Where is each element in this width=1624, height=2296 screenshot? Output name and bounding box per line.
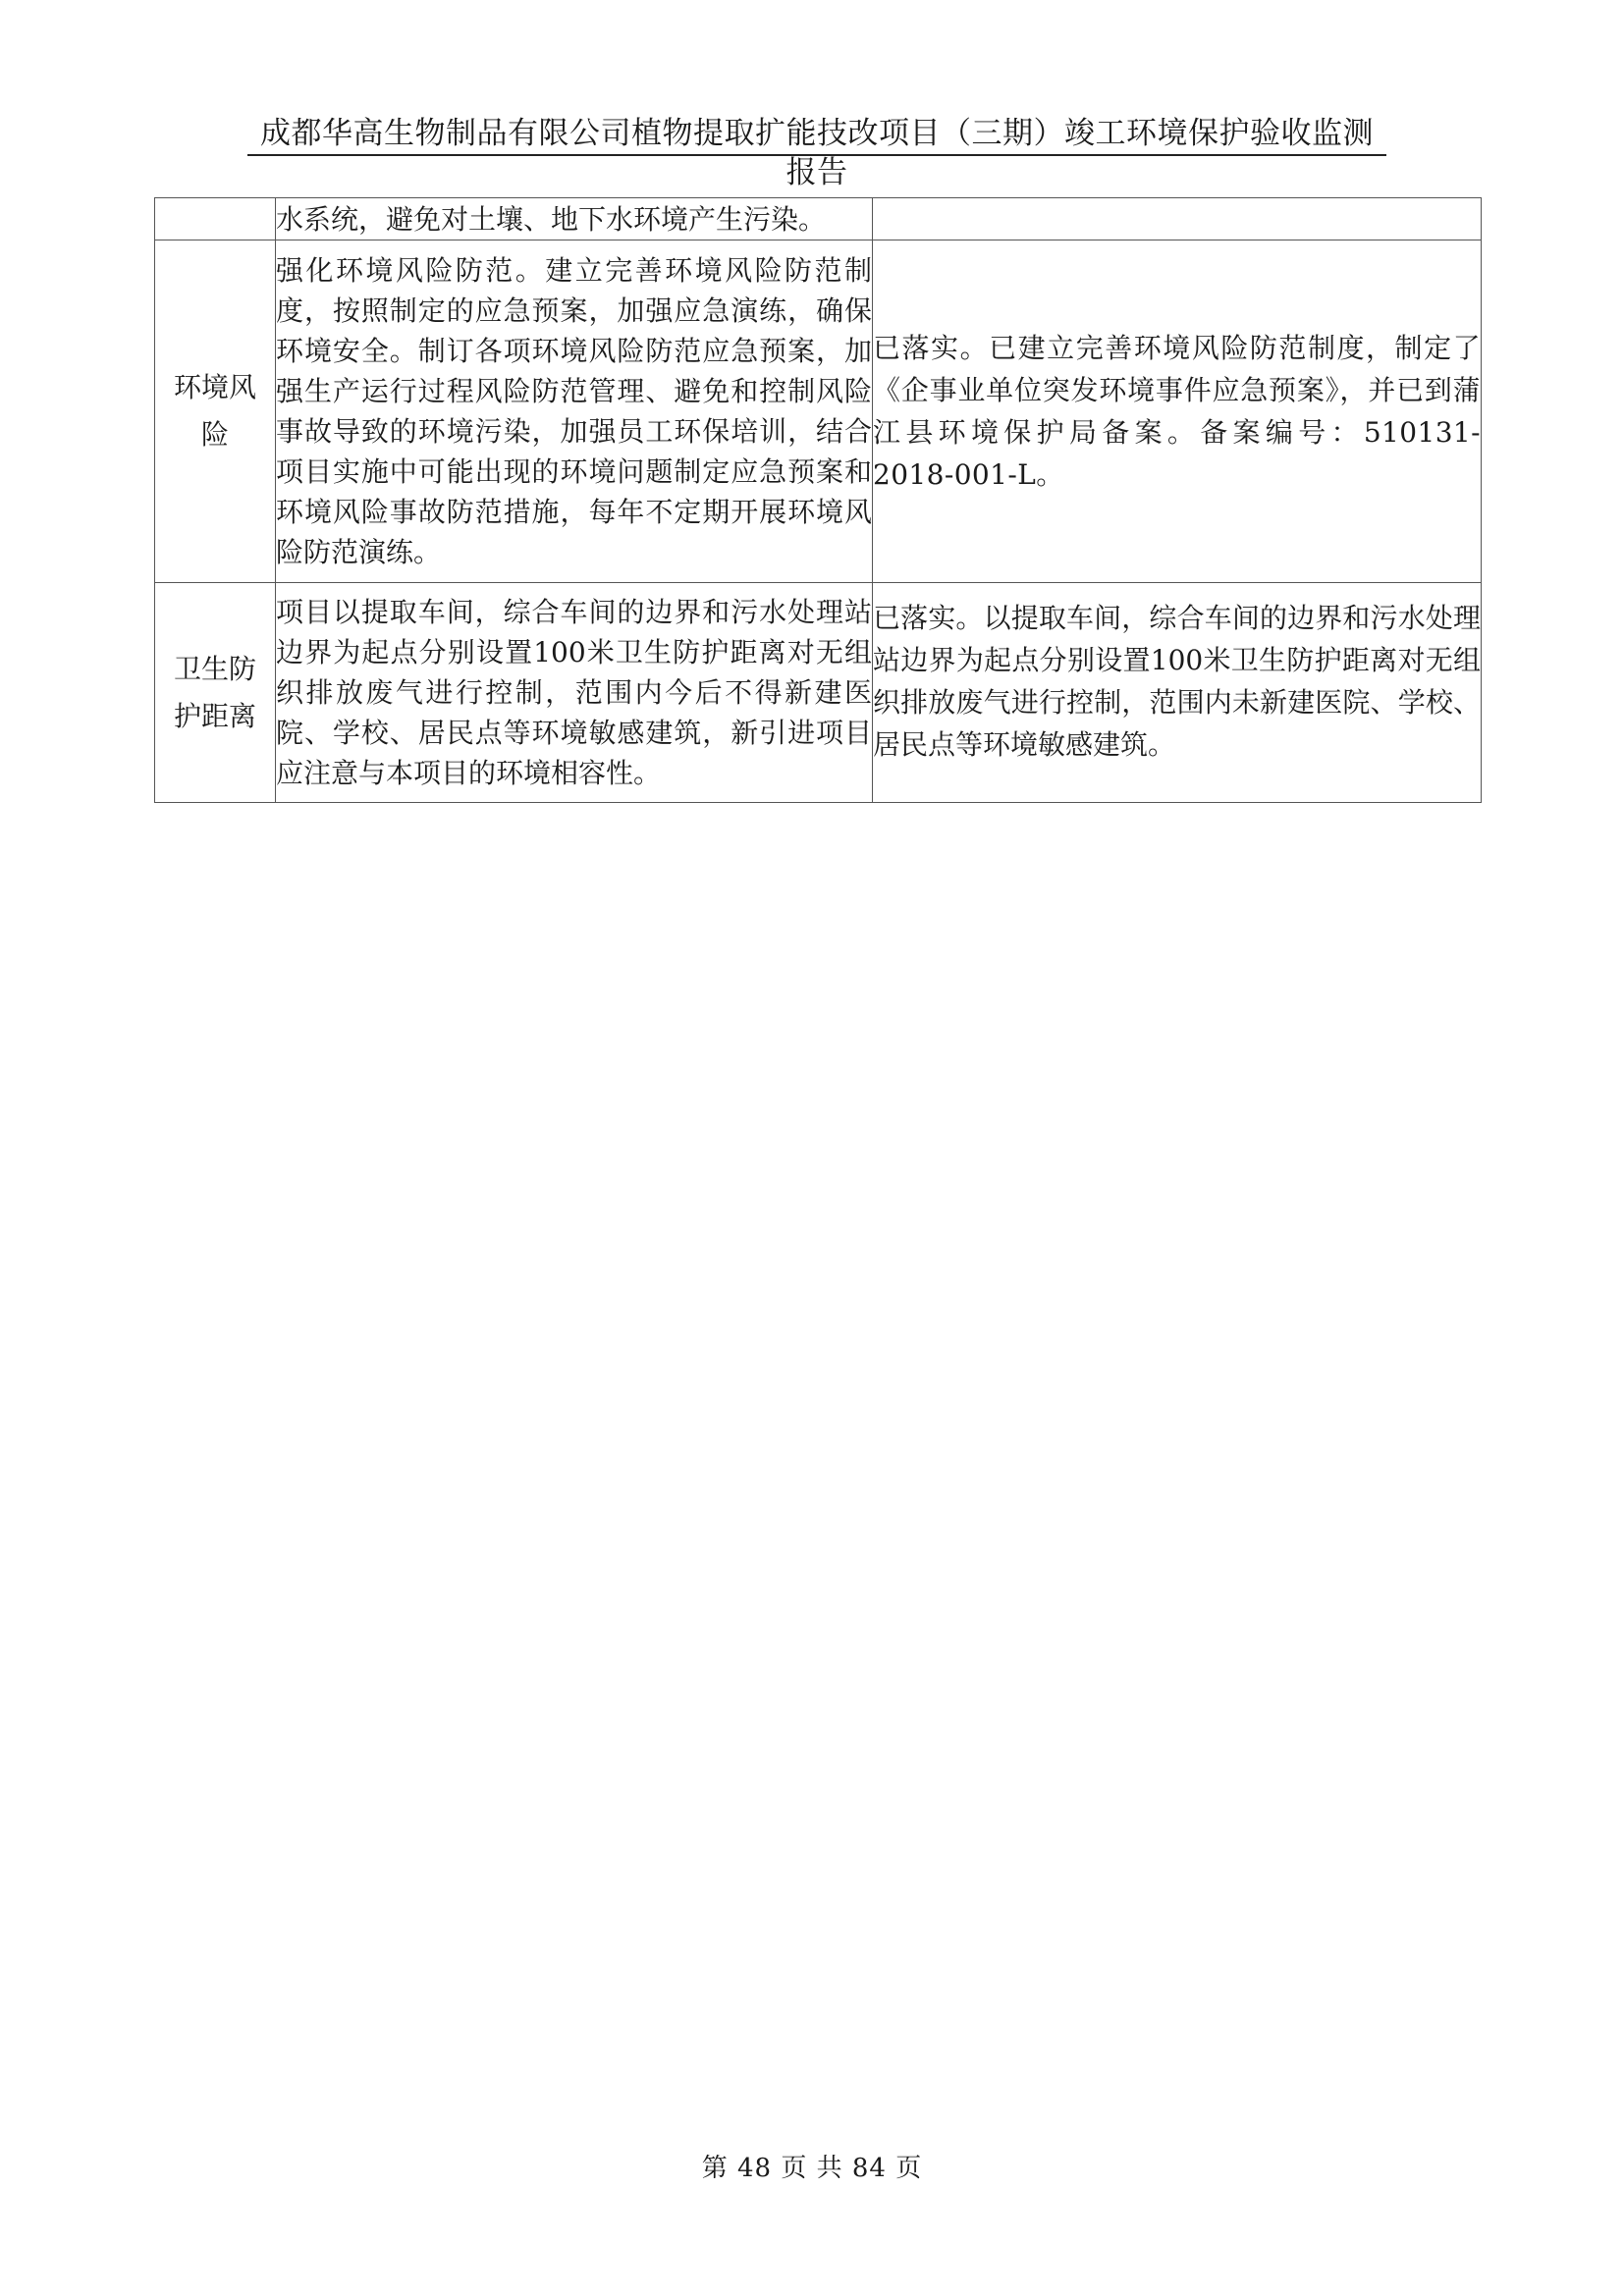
status-cell (873, 240, 1482, 583)
requirement-text: 强化环境风险防范。建立完善环境风险防范制度，按照制定的应急预案，加强应急演练，确保环境安全。制订各项环境风险防范应急预案，加强生产运行过程风险防范管理、避免和控制风险事故导致的环境污染，加强员工环保培训，结合项目实施中可能出现的环境问题制定应急预案和环境风险事故防范措施，每年不定期开展环境风险防范演练。 (276, 254, 872, 568)
row-label-cell (155, 240, 276, 583)
requirement-cell (276, 240, 873, 583)
table-row (155, 583, 1482, 803)
table-row (155, 240, 1482, 583)
status-text: 已落实。已建立完善环境风险防范制度，制定了《企事业单位突发环境事件应急预案》，并已到蒲江县环境保护局备案。备案编号：510131-2018-001-L。 (873, 332, 1481, 491)
header-divider (247, 154, 1386, 156)
row-label-cell (155, 583, 276, 803)
status-text: 已落实。以提取车间，综合车间的边界和污水处理站边界为起点分别设置100米卫生防护距离对无组织排放废气进行控制，范围内未新建医院、学校、居民点等环境敏感建筑。 (873, 602, 1481, 761)
report-header-title: 成都华高生物制品有限公司植物提取扩能技改项目（三期）竣工环境保护验收监测报告 (260, 116, 1374, 190)
status-cell (873, 198, 1482, 240)
acceptance-table (154, 197, 1482, 803)
row-label-text: 卫生防护距离 (174, 652, 257, 732)
row-label-text: 环境风险 (174, 371, 257, 451)
row-label-cell (155, 198, 276, 240)
requirement-text: 项目以提取车间，综合车间的边界和污水处理站边界为起点分别设置100米卫生防护距离对无组织排放废气进行控制，范围内今后不得新建医院、学校、居民点等环境敏感建筑，新引进项目应注意与本项目的环境相容性。 (276, 596, 872, 789)
status-cell (873, 583, 1482, 803)
table-row (155, 198, 1482, 240)
requirement-cell (276, 583, 873, 803)
page-number: 第 48 页 共 84 页 (701, 2154, 923, 2183)
requirement-cell: 水系统，避免对土壤、地下水环境产生污染。 (276, 198, 873, 240)
